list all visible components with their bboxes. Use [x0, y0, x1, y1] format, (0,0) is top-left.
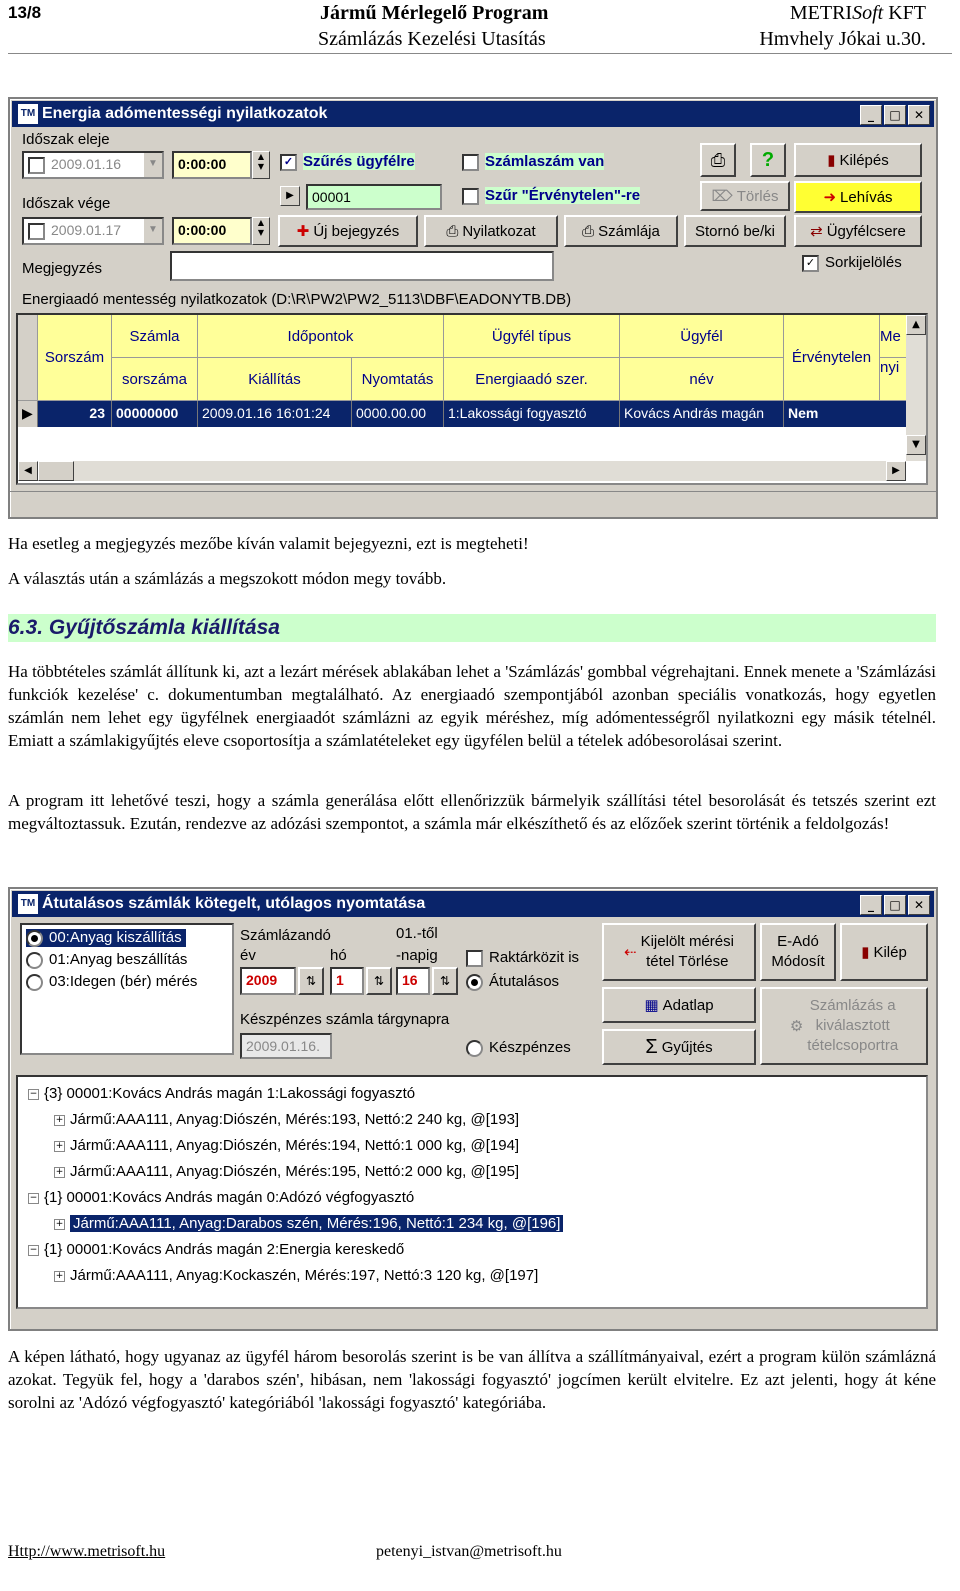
eado-modify-button[interactable]	[760, 923, 836, 981]
radio-label: 00:Anyag kiszállítás	[49, 929, 182, 946]
radio-idegen-meres[interactable]	[26, 973, 197, 991]
invoice-button[interactable]	[564, 215, 678, 247]
client-change-label: Ügyfélcsere	[826, 222, 906, 240]
cash-invoice-label: Készpénzes számla tárgynapra	[240, 1011, 450, 1028]
tree-node-label: Jármű:AAA111, Anyag:Kockaszén, Mérés:197, Nettó:3 120 kg, @[197]	[70, 1267, 539, 1284]
paragraph-continue: A választás után a számlázás a megszokott módon megy tovább.	[8, 569, 447, 588]
invoice-label-2: kiválasztott	[815, 1017, 890, 1034]
raktar-label: Raktárközit is	[489, 949, 580, 966]
delete-selected-label-1: Kijelölt mérési	[640, 933, 734, 950]
label-napig: -napig	[396, 947, 438, 964]
col-nev[interactable]: név	[620, 358, 784, 401]
tree-node-label: Jármű:AAA111, Anyag:Darabos szén, Mérés:196, Nettó:1 234 kg, @[196]	[70, 1215, 563, 1232]
period-end-label: Időszak vége	[22, 195, 111, 212]
datasheet-button[interactable]	[602, 987, 756, 1023]
col-ugyfel[interactable]: Ügyfél	[620, 315, 784, 358]
radio-button[interactable]	[26, 974, 43, 991]
col-idopontok: Időpontok	[198, 315, 444, 358]
expand-icon[interactable]: +	[55, 1218, 64, 1229]
col-ervenytelen[interactable]: Érvénytelen	[784, 315, 880, 401]
invoice-no-check[interactable]	[462, 153, 604, 171]
expand-icon[interactable]: +	[55, 1270, 64, 1281]
row-pointer-icon: ▶	[18, 401, 38, 427]
radio-label: Készpénzes	[489, 1039, 571, 1056]
tree-item-node[interactable]	[54, 1135, 519, 1157]
footer-email[interactable]: petenyi_istvan@metrisoft.hu	[376, 1543, 562, 1560]
raktar-checkbox[interactable]	[466, 950, 483, 967]
chevron-down-icon[interactable]: ▼	[144, 153, 162, 177]
day-spin-icon[interactable]: ⇅	[432, 967, 458, 995]
client-change-icon: ⇄	[810, 223, 823, 240]
doc-subtitle: Számlázás Kezelési Utasítás	[318, 28, 546, 50]
radio-anyag-beszallitas[interactable]	[26, 951, 187, 969]
program-title: Jármű Mérlegelő Program	[320, 2, 549, 24]
tree-node-label: {3} 00001:Kovács András magán 1:Lakossági fogyasztó	[44, 1085, 416, 1102]
filter-invalid-check[interactable]	[462, 187, 640, 205]
collect-button[interactable]	[602, 1029, 756, 1065]
printer-icon: ⎙	[582, 222, 595, 240]
tree-node-label: {1} 00001:Kovács András magán 2:Energia kereskedő	[44, 1241, 405, 1258]
invoice-label: Számlája	[598, 222, 660, 240]
scroll-down-icon[interactable]: ▼	[906, 435, 926, 455]
client-change-button[interactable]	[794, 215, 922, 247]
status-bar	[10, 491, 936, 512]
company-address: Hmvhely Jókai u.30.	[759, 28, 926, 50]
invoice-selected-button[interactable]	[760, 987, 928, 1065]
delete-selected-label-2: tétel Törlése	[646, 953, 729, 970]
invoice-no-checkbox[interactable]	[462, 154, 479, 171]
collapse-icon[interactable]: −	[29, 1088, 38, 1099]
header-divider	[8, 53, 952, 54]
filter-invalid-checkbox[interactable]	[462, 188, 479, 205]
radio-button[interactable]	[466, 974, 483, 991]
call-label: Lehívás	[840, 188, 893, 206]
client-code-field[interactable]: 00001	[306, 184, 442, 210]
day-field[interactable]: 16	[396, 967, 430, 995]
radio-keszpenzes[interactable]	[466, 1039, 571, 1057]
year-field[interactable]: 2009	[240, 967, 296, 995]
delete-selected-button[interactable]	[602, 923, 756, 981]
expand-icon[interactable]: +	[55, 1114, 64, 1125]
cell-nev[interactable]: Kovács András magán	[620, 401, 784, 427]
radio-label: Átutalásos	[489, 973, 560, 990]
datasheet-label: Adatlap	[662, 996, 714, 1014]
section-paragraph-1: Ha többtételes számlát állítunk ki, azt a lezárt mérések ablakában lehet a 'Számlázás' gombbal végrehajtani. Ennek menete a 'Számlázási funkciók kezelése' c. dokumentumban megtalálható. Az energiaadó szempontjából azonban speciális vonatkozás, hogy egyetlen számlán nem lehet egy ügyfélnek energiaadót számlázni az egyik méréshez, míg adómentességről nyilatkozni egy másik tételnél. Emiatt a számlakigyűjtés eleve csoportosítja a számlatételeket egy ügyfélen belül a tételek adóbesorolásai szerint.	[8, 662, 936, 750]
paragraph-note: Ha esetleg a megjegyzés mezőbe kíván valamit bejegyezni, ezt is megteheti!	[8, 534, 529, 553]
printer-icon[interactable]: ⎙	[700, 143, 736, 177]
radio-label: 03:Idegen (bér) mérés	[49, 973, 198, 990]
horizontal-scrollbar[interactable]	[18, 461, 906, 481]
door-icon: ▮	[827, 152, 836, 169]
label-ev: év	[240, 947, 256, 964]
delete-arrow-icon: ⇠	[624, 944, 637, 961]
table-icon: ▦	[644, 997, 659, 1014]
time-start-spinner[interactable]: ▲ ▼	[252, 151, 270, 179]
company-part: METRI	[789, 2, 853, 24]
close-icon[interactable]: ✕	[908, 105, 930, 125]
section-paragraph-2: A program itt lehetővé teszi, hogy a számla generálása előtt ellenőrizzük bármelyik szállítási tétel besorolását és tetszés szerint ezt megváltoztassuk. Ezután, rendezve az adózási szempontot, a számla már elkészíthető és az előzőek szerint történik a feldolgozás!	[8, 791, 936, 833]
cell-ervenytelen[interactable]: Nem	[784, 401, 908, 427]
date-start-value: 2009.01.16	[51, 156, 122, 172]
door-icon: ▮	[861, 944, 870, 961]
month-spin-icon[interactable]: ⇅	[366, 967, 392, 995]
help-icon[interactable]: ?	[750, 143, 786, 177]
arrow-right-icon: ➜	[823, 189, 837, 206]
cell-kiallitas[interactable]: 2009.01.16 16:01:24	[198, 401, 352, 427]
col-ugyfel-tipus[interactable]: Ügyfél típus	[444, 315, 620, 358]
label-tol: 01.-től	[396, 925, 438, 942]
new-entry-label: Új bejegyzés	[313, 222, 400, 240]
company-part: KFT	[883, 2, 926, 24]
company-name	[790, 0, 926, 26]
date-start-checkbox[interactable]	[28, 157, 45, 174]
tree-node-label: Jármű:AAA111, Anyag:Diószén, Mérés:193, Nettó:2 240 kg, @[193]	[70, 1111, 520, 1128]
label-szamlazando: Számlázandó	[240, 927, 331, 944]
invoice-label-3: tételcsoportra	[807, 1037, 899, 1054]
cell-tipus[interactable]: 1:Lakossági fogyasztó	[444, 401, 620, 427]
raktar-check[interactable]	[466, 949, 579, 967]
exit-label: Kilépés	[839, 151, 889, 169]
window-energy-declarations	[8, 97, 938, 519]
date-end-field[interactable]	[22, 217, 164, 245]
declaration-label: Nyilatkozat	[462, 222, 536, 240]
closing-paragraph: A képen látható, hogy ugyanaz az ügyfél három besorolás szerint is be van állítva a szállítmányaival, ezért a program külön számlázná azokat. Tegyük fel, hogy a 'darabos szén', hibásan, nem 'lakossági fogyasztó' jogcímen került elvitelre. Ez azt jelenti, hogy át kéne sorolni az 'Adózó végfogyasztó' kategóriából 'lakossági fogyasztó' kategóriába.	[8, 1347, 936, 1412]
window-batch-invoices	[8, 887, 938, 1331]
window-titlebar	[12, 891, 934, 917]
window-title: Energia adómentességi nyilatkozatok	[42, 105, 328, 122]
section-heading: 6.3. Gyűjtőszámla kiállítása	[8, 614, 936, 642]
new-entry-icon: ✚	[296, 223, 310, 240]
time-end-field[interactable]: 0:00:00	[172, 217, 252, 245]
exit-button[interactable]	[794, 143, 922, 177]
group-title: Energiaadó mentesség nyilatkozatok (D:\R\PW2\PW2_5113\DBF\EADONYTB.DB)	[22, 291, 572, 308]
scroll-up-icon[interactable]: ▲	[906, 315, 926, 335]
call-button[interactable]	[794, 181, 922, 213]
filter-invalid-label: Szűr "Érvénytelen"-re	[485, 187, 641, 204]
delete-icon: ⌦	[711, 188, 733, 205]
printer-icon: ⎙	[446, 222, 459, 240]
col-kiallitas[interactable]: Kiállítás	[198, 358, 352, 401]
app-icon: TM	[18, 894, 38, 914]
date-end-value: 2009.01.17	[51, 222, 122, 238]
delete-label: Törlés	[736, 187, 779, 205]
col-me[interactable]: Me	[880, 315, 908, 358]
tree-group-node[interactable]	[28, 1239, 404, 1261]
delete-button[interactable]	[700, 181, 790, 211]
filter-client-checkbox[interactable]: ✓	[280, 154, 297, 171]
page-number: 13/8	[8, 3, 42, 22]
radio-atutalasos[interactable]	[466, 973, 559, 991]
play-icon[interactable]: ▶	[280, 186, 300, 206]
cash-date-field[interactable]: 2009.01.16.	[240, 1033, 332, 1059]
storno-button[interactable]: Stornó be/ki	[684, 215, 786, 247]
col-nyi[interactable]: nyi	[880, 358, 908, 401]
cell-sorszam[interactable]: 23	[38, 401, 112, 427]
collapse-icon[interactable]: −	[29, 1244, 38, 1255]
month-field[interactable]: 1	[330, 967, 364, 995]
expand-icon[interactable]: +	[55, 1166, 64, 1177]
row-marking-check[interactable]	[802, 254, 902, 272]
time-end-spinner[interactable]: ▲ ▼	[252, 217, 270, 245]
app-icon: TM	[18, 104, 38, 124]
minimize-icon[interactable]: _	[860, 895, 882, 915]
window-titlebar	[12, 101, 934, 127]
company-part-italic: Soft	[852, 2, 884, 24]
label-ho: hó	[330, 947, 347, 964]
tree-group-node[interactable]	[28, 1187, 414, 1209]
radio-button[interactable]	[26, 930, 43, 947]
footer-url[interactable]: Http://www.metrisoft.hu	[8, 1543, 166, 1560]
col-szamla-sorszama[interactable]: sorszáma	[112, 358, 198, 401]
col-nyomtatas[interactable]: Nyomtatás	[352, 358, 444, 401]
radio-button[interactable]	[466, 1040, 483, 1057]
close-icon[interactable]: ✕	[908, 895, 930, 915]
gear-icon: ⚙	[789, 1018, 804, 1035]
measurement-type-group	[20, 923, 234, 1055]
date-start-field[interactable]	[22, 151, 164, 179]
radio-label: 01:Anyag beszállítás	[49, 951, 188, 968]
declarations-grid[interactable]	[16, 313, 928, 485]
exit-button[interactable]	[840, 923, 928, 981]
eado-label-1: E-Adó	[777, 933, 819, 950]
invoice-group-tree[interactable]	[16, 1075, 928, 1309]
scroll-left-icon[interactable]: ◀	[18, 461, 38, 481]
collapse-icon[interactable]: −	[29, 1192, 38, 1203]
note-label: Megjegyzés	[22, 260, 103, 277]
cell-szamla[interactable]: 00000000	[112, 401, 198, 427]
new-entry-button[interactable]	[278, 215, 418, 247]
tree-node-label: {1} 00001:Kovács András magán 0:Adózó végfogyasztó	[44, 1189, 415, 1206]
minimize-icon[interactable]: _	[860, 105, 882, 125]
window-title: Átutalásos számlák kötegelt, utólagos nyomtatása	[42, 895, 426, 912]
scroll-thumb[interactable]	[38, 461, 74, 481]
sigma-icon: Σ	[645, 1035, 658, 1058]
invoice-no-label: Számlaszám van	[485, 153, 605, 170]
exit-label: Kilép	[873, 943, 907, 961]
note-field[interactable]	[170, 251, 554, 281]
filter-client-label: Szűrés ügyfélre	[303, 153, 415, 170]
col-szamla[interactable]: Számla	[112, 315, 198, 358]
tree-node-label: Jármű:AAA111, Anyag:Diószén, Mérés:194, Nettó:1 000 kg, @[194]	[70, 1137, 520, 1154]
tree-item-node[interactable]	[54, 1265, 538, 1287]
collect-label: Gyűjtés	[661, 1038, 713, 1056]
maximize-icon[interactable]: □	[884, 895, 906, 915]
year-spin-icon[interactable]: ⇅	[298, 967, 324, 995]
filter-client-check[interactable]	[280, 153, 415, 171]
col-sorszam[interactable]: Sorszám	[38, 315, 112, 401]
tree-item-node[interactable]	[54, 1161, 519, 1183]
invoice-label-1: Számlázás a	[809, 997, 896, 1014]
period-start-label: Időszak eleje	[22, 131, 110, 148]
row-indicator-header	[18, 315, 38, 401]
col-energiaado-szer[interactable]: Energiaadó szer.	[444, 358, 620, 401]
tree-item-node[interactable]	[54, 1109, 519, 1131]
eado-label-2: Módosít	[771, 953, 825, 970]
maximize-icon[interactable]: □	[884, 105, 906, 125]
expand-icon[interactable]: +	[55, 1140, 64, 1151]
scroll-right-icon[interactable]: ▶	[886, 461, 906, 481]
tree-group-node[interactable]	[28, 1083, 415, 1105]
time-start-field[interactable]: 0:00:00	[172, 151, 252, 179]
chevron-down-icon[interactable]: ▼	[144, 219, 162, 243]
row-marking-checkbox[interactable]: ✓	[802, 255, 819, 272]
tree-node-label: Jármű:AAA111, Anyag:Diószén, Mérés:195, Nettó:2 000 kg, @[195]	[70, 1163, 520, 1180]
radio-button[interactable]	[26, 952, 43, 969]
declaration-button[interactable]	[424, 215, 558, 247]
radio-anyag-kiszallitas[interactable]	[26, 929, 186, 947]
cell-nyomtatas[interactable]: 0000.00.00	[352, 401, 444, 427]
row-marking-label: Sorkijelölés	[825, 254, 902, 271]
date-end-checkbox[interactable]	[28, 223, 45, 240]
tree-item-node[interactable]	[54, 1213, 563, 1235]
